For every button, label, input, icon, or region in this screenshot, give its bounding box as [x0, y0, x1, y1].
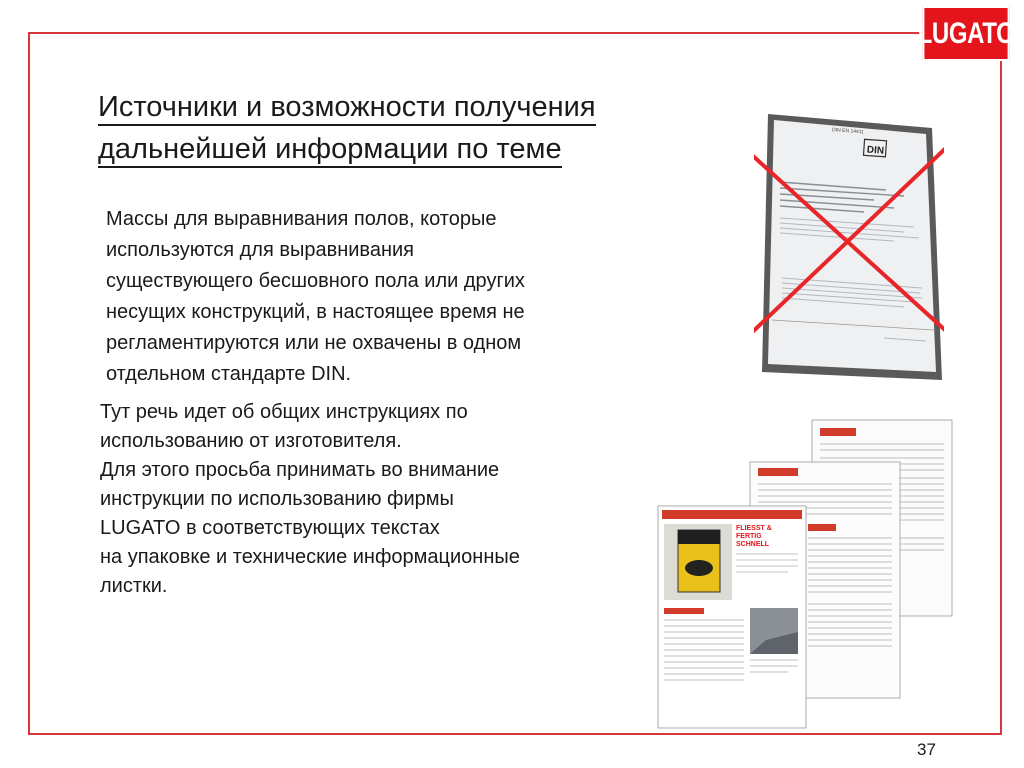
paragraph-din-standard — [106, 204, 666, 390]
lugato-logo: LUGATO — [923, 6, 1009, 61]
text-line: отдельном стандарте DIN. — [106, 363, 352, 385]
title-line-1: Источники и возможности получения — [98, 90, 596, 126]
din-mark: DIN — [866, 144, 885, 157]
text-line: регламентируются или не охвачены в одном — [106, 332, 522, 354]
text-line: Тут речь идет об общих инструкциях по — [100, 401, 468, 423]
text-line: Для этого просьба принимать во внимание — [100, 459, 500, 481]
title-line-2: дальнейшей информации по теме — [98, 132, 562, 168]
leaflet-product-line-2: FERTIG — [736, 533, 762, 540]
text-line: несущих конструкций, в настоящее время не — [106, 301, 525, 323]
text-line: существующего бесшовного пола или других — [106, 270, 525, 292]
text-line: использованию от изготовителя. — [100, 430, 402, 452]
din-number: DIN EN 14411 — [831, 127, 865, 136]
text-line: на упаковке и технические информационные — [100, 546, 520, 568]
text-line: используются для выравнивания — [106, 239, 414, 261]
text-line: LUGATO в соответствующих текстах — [100, 517, 440, 539]
slide-title — [98, 88, 596, 172]
leaflet-product-line-1: FLIESST & — [736, 525, 772, 532]
text-line: листки. — [100, 575, 168, 597]
text-line: Массы для выравнивания полов, которые — [106, 208, 497, 230]
page-number: 37 — [917, 740, 936, 759]
text-line: инструкции по использованию фирмы — [100, 488, 454, 510]
product-leaflets-image — [648, 418, 958, 730]
leaflet-product-line-3: SCHNELL — [736, 541, 770, 548]
din-document-image — [754, 110, 944, 382]
paragraph-manufacturer-instructions — [100, 398, 660, 601]
